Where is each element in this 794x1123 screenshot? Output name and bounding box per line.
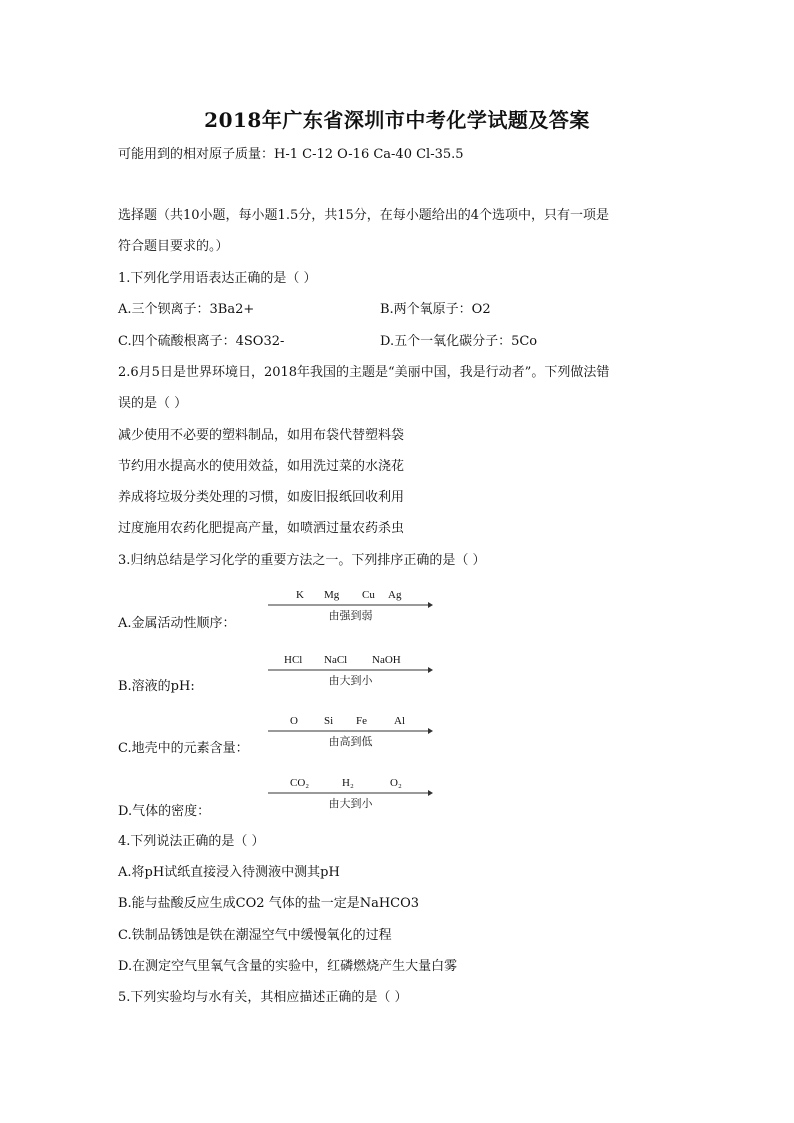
q3-d-item: CO₂ xyxy=(290,777,310,789)
q4-option-c: C.铁制品锈蚀是铁在潮湿空气中缓慢氧化的过程 xyxy=(118,928,392,943)
q1-option-d: D.五个一氧化碳分子：5Co xyxy=(380,334,538,349)
q4-stem: 4.下列说法正确的是（ ） xyxy=(118,834,265,849)
q4-option-d: D.在测定空气里氧气含量的实验中，红磷燃烧产生大量白雾 xyxy=(118,959,458,974)
q4-option-b: B.能与盐酸反应生成CO2 气体的盐一定是NaHCO3 xyxy=(118,896,420,911)
q3-a-caption: 由强到弱 xyxy=(328,609,373,622)
q4-option-a: A.将pH试纸直接浸入待测液中测其pH xyxy=(118,865,340,880)
q3-b-item: NaOH xyxy=(372,654,401,666)
q2-stem-line2: 误的是（ ） xyxy=(118,396,188,411)
q3-a-item: Ag xyxy=(388,589,402,601)
q3-option-a: A.金属活动性顺序： xyxy=(118,616,236,631)
q3-b-item: NaCl xyxy=(324,654,348,666)
q1-option-b: B.两个氧原子：O2 xyxy=(380,302,491,317)
atomic-masses: 可能用到的相对原子质量：H-1 C-12 O-16 Ca-40 Cl-35.5 xyxy=(118,147,464,162)
q2-option-2: 节约用水提高水的使用效益，如用洗过菜的水浇花 xyxy=(118,459,405,474)
q3-a-item: Cu xyxy=(362,589,375,601)
q2-option-3: 养成将垃圾分类处理的习惯，如废旧报纸回收利用 xyxy=(118,490,405,505)
q1-option-c: C.四个硫酸根离子：4SO32- xyxy=(118,334,285,349)
q3-c-item: O xyxy=(290,715,298,727)
q1-stem: 1.下列化学用语表达正确的是（ ） xyxy=(118,271,317,286)
document-title: 2018年广东省深圳市中考化学试题及答案 xyxy=(204,108,590,132)
section-instructions-line2: 符合题目要求的。） xyxy=(118,239,229,254)
q3-option-b: B.溶液的pH: xyxy=(118,679,195,694)
q3-d-sequence-diagram xyxy=(268,777,433,817)
q3-c-caption: 由高到低 xyxy=(328,735,373,748)
q3-c-item: Al xyxy=(394,715,405,727)
q3-b-caption: 由大到小 xyxy=(328,674,373,687)
q3-a-item: K xyxy=(296,589,304,601)
q3-b-sequence-diagram xyxy=(268,654,433,694)
q3-a-sequence-diagram xyxy=(268,589,433,629)
q3-option-c: C.地壳中的元素含量： xyxy=(118,741,249,756)
q3-d-item: O₂ xyxy=(390,777,402,789)
q3-b-item: HCl xyxy=(284,654,303,666)
section-instructions-line1: 选择题（共10小题，每小题1.5分，共15分，在每小题给出的4个选项中，只有一项是 xyxy=(118,208,610,223)
q3-a-item: Mg xyxy=(324,589,340,601)
q2-option-1: 减少使用不必要的塑料制品，如用布袋代替塑料袋 xyxy=(118,428,405,443)
q3-c-sequence-diagram xyxy=(268,715,433,755)
q3-option-d: D.气体的密度： xyxy=(118,804,211,819)
q3-c-item: Fe xyxy=(356,715,367,727)
q5-stem: 5.下列实验均与水有关，其相应描述正确的是（ ） xyxy=(118,990,408,1005)
q2-stem-line1: 2.6月5日是世界环境日，2018年我国的主题是“美丽中国，我是行动者”。下列做法错 xyxy=(118,365,610,380)
q3-c-item: Si xyxy=(324,715,334,727)
q3-stem: 3.归纳总结是学习化学的重要方法之一。下列排序正确的是（ ） xyxy=(118,553,486,568)
q3-d-caption: 由大到小 xyxy=(328,797,373,810)
q1-option-a: A.三个钡离子：3Ba2+ xyxy=(118,302,255,317)
q2-option-4: 过度施用农药化肥提高产量，如喷洒过量农药杀虫 xyxy=(118,521,405,536)
q3-d-item: H₂ xyxy=(342,777,354,789)
